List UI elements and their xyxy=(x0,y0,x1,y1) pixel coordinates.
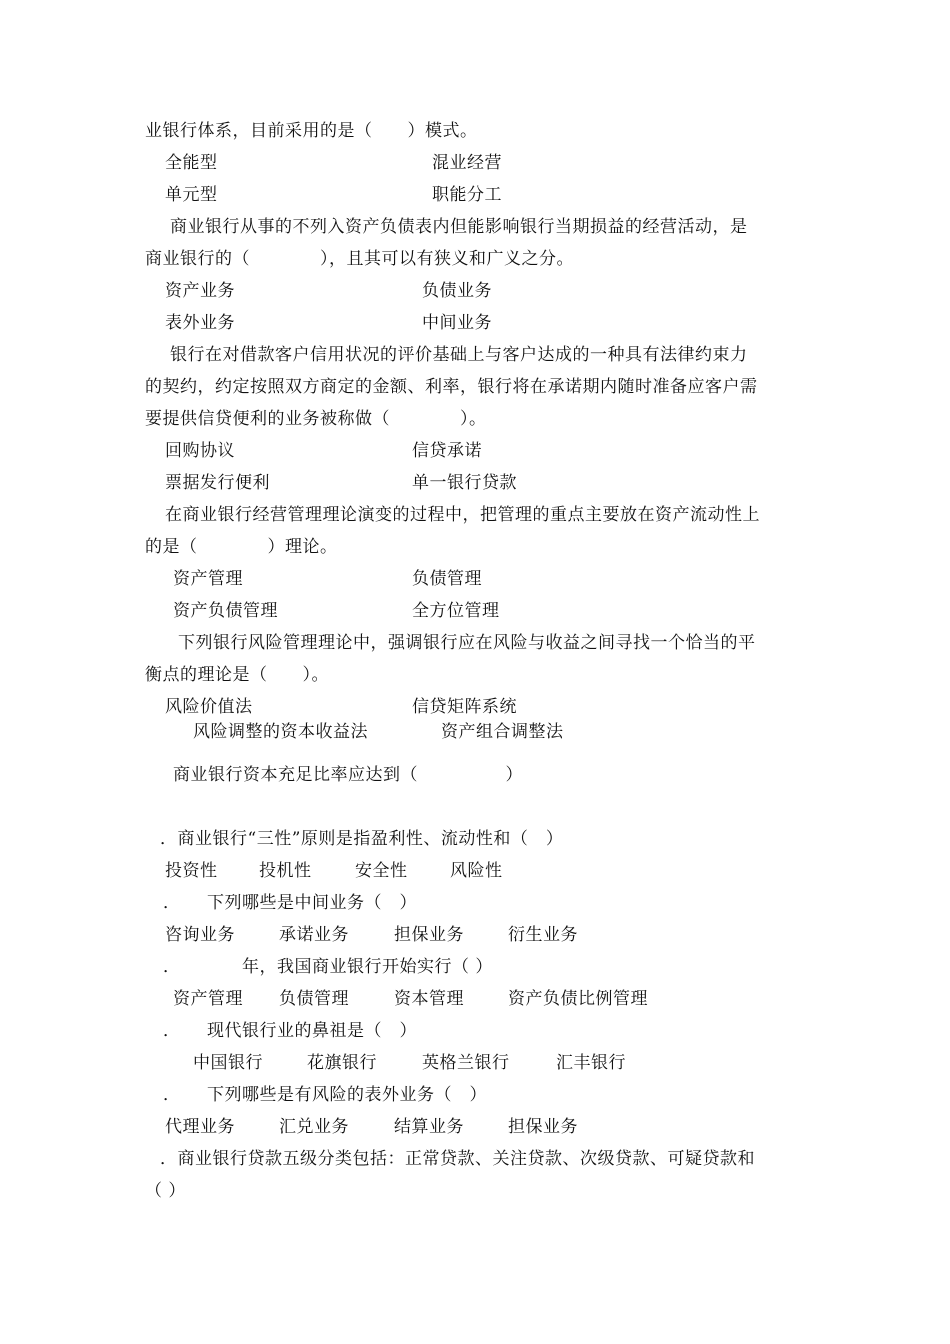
q2-option-d: 中间业务 xyxy=(422,313,492,333)
q3-stem-line2: 的契约，约定按照双方商定的金额、利率，银行将在承诺期内随时准备应客户需 xyxy=(145,377,758,397)
q8-option-b: 承诺业务 xyxy=(279,925,349,945)
q9-option-a: 资产管理 xyxy=(173,989,243,1009)
q7-stem: ．商业银行“三性”原则是指盈利性、流动性和（ ） xyxy=(160,829,564,849)
q9-option-d: 资产负债比例管理 xyxy=(508,989,648,1009)
q1-option-d: 职能分工 xyxy=(432,185,502,205)
q1-option-b: 混业经营 xyxy=(432,153,502,173)
q6-stem: 商业银行资本充足比率应达到（ ） xyxy=(173,765,523,785)
q3-option-a: 回购协议 xyxy=(165,441,235,461)
q5-stem-line1: 下列银行风险管理理论中，强调银行应在风险与收益之间寻找一个恰当的平 xyxy=(178,633,756,653)
q10-option-d: 汇丰银行 xyxy=(556,1053,626,1073)
q4-option-c: 资产负债管理 xyxy=(173,601,278,621)
q4-option-a: 资产管理 xyxy=(173,569,243,589)
q2-stem-line1: 商业银行从事的不列入资产负债表内但能影响银行当期损益的经营活动，是 xyxy=(170,217,748,237)
q9-stem: ． 年，我国商业银行开始实行（ ） xyxy=(163,957,493,977)
q4-option-d: 全方位管理 xyxy=(412,601,500,621)
q3-stem-line1: 银行在对借款客户信用状况的评价基础上与客户达成的一种具有法律约束力 xyxy=(170,345,748,365)
q1-option-c: 单元型 xyxy=(165,185,218,205)
q5-option-c: 风险调整的资本收益法 xyxy=(193,722,368,742)
q11-option-b: 汇兑业务 xyxy=(279,1117,349,1137)
q4-option-b: 负债管理 xyxy=(412,569,482,589)
q5-stem-line2: 衡点的理论是（ ）。 xyxy=(145,665,329,685)
q1-stem: 业银行体系，目前采用的是（ ）模式。 xyxy=(145,121,478,141)
q5-option-d: 资产组合调整法 xyxy=(441,722,564,742)
q1-option-a: 全能型 xyxy=(165,153,218,173)
q12-stem-line2: （ ） xyxy=(145,1181,186,1201)
q10-stem: ． 现代银行业的鼻祖是（ ） xyxy=(163,1021,417,1041)
q8-option-a: 咨询业务 xyxy=(165,925,235,945)
q5-option-b: 信贷矩阵系统 xyxy=(412,697,517,717)
q11-stem: ． 下列哪些是有风险的表外业务（ ） xyxy=(163,1085,487,1105)
q3-option-b: 信贷承诺 xyxy=(412,441,482,461)
q4-stem-line2: 的是（ ）理论。 xyxy=(145,537,338,557)
q3-option-d: 单一银行贷款 xyxy=(412,473,517,493)
q3-stem-line3: 要提供信贷便利的业务被称做（ ）。 xyxy=(145,409,487,429)
q10-option-c: 英格兰银行 xyxy=(422,1053,510,1073)
q12-stem-line1: ．商业银行贷款五级分类包括：正常贷款、关注贷款、次级贷款、可疑贷款和 xyxy=(160,1149,755,1169)
q7-option-a: 投资性 xyxy=(165,861,218,881)
q2-option-a: 资产业务 xyxy=(165,281,235,301)
q7-option-b: 投机性 xyxy=(259,861,312,881)
q4-stem-line1: 在商业银行经营管理理论演变的过程中，把管理的重点主要放在资产流动性上 xyxy=(165,505,760,525)
q8-option-c: 担保业务 xyxy=(394,925,464,945)
q9-option-c: 资本管理 xyxy=(394,989,464,1009)
q7-option-c: 安全性 xyxy=(355,861,408,881)
q2-option-c: 表外业务 xyxy=(165,313,235,333)
q8-option-d: 衍生业务 xyxy=(508,925,578,945)
q8-stem: ． 下列哪些是中间业务（ ） xyxy=(163,893,417,913)
q11-option-a: 代理业务 xyxy=(165,1117,235,1137)
q10-option-b: 花旗银行 xyxy=(307,1053,377,1073)
q11-option-c: 结算业务 xyxy=(394,1117,464,1137)
q7-option-d: 风险性 xyxy=(450,861,503,881)
q9-option-b: 负债管理 xyxy=(279,989,349,1009)
q2-stem-line2: 商业银行的（ ），且其可以有狭义和广义之分。 xyxy=(145,249,574,269)
q2-option-b: 负债业务 xyxy=(422,281,492,301)
q10-option-a: 中国银行 xyxy=(193,1053,263,1073)
q5-option-a: 风险价值法 xyxy=(165,697,253,717)
q11-option-d: 担保业务 xyxy=(508,1117,578,1137)
q3-option-c: 票据发行便利 xyxy=(165,473,270,493)
